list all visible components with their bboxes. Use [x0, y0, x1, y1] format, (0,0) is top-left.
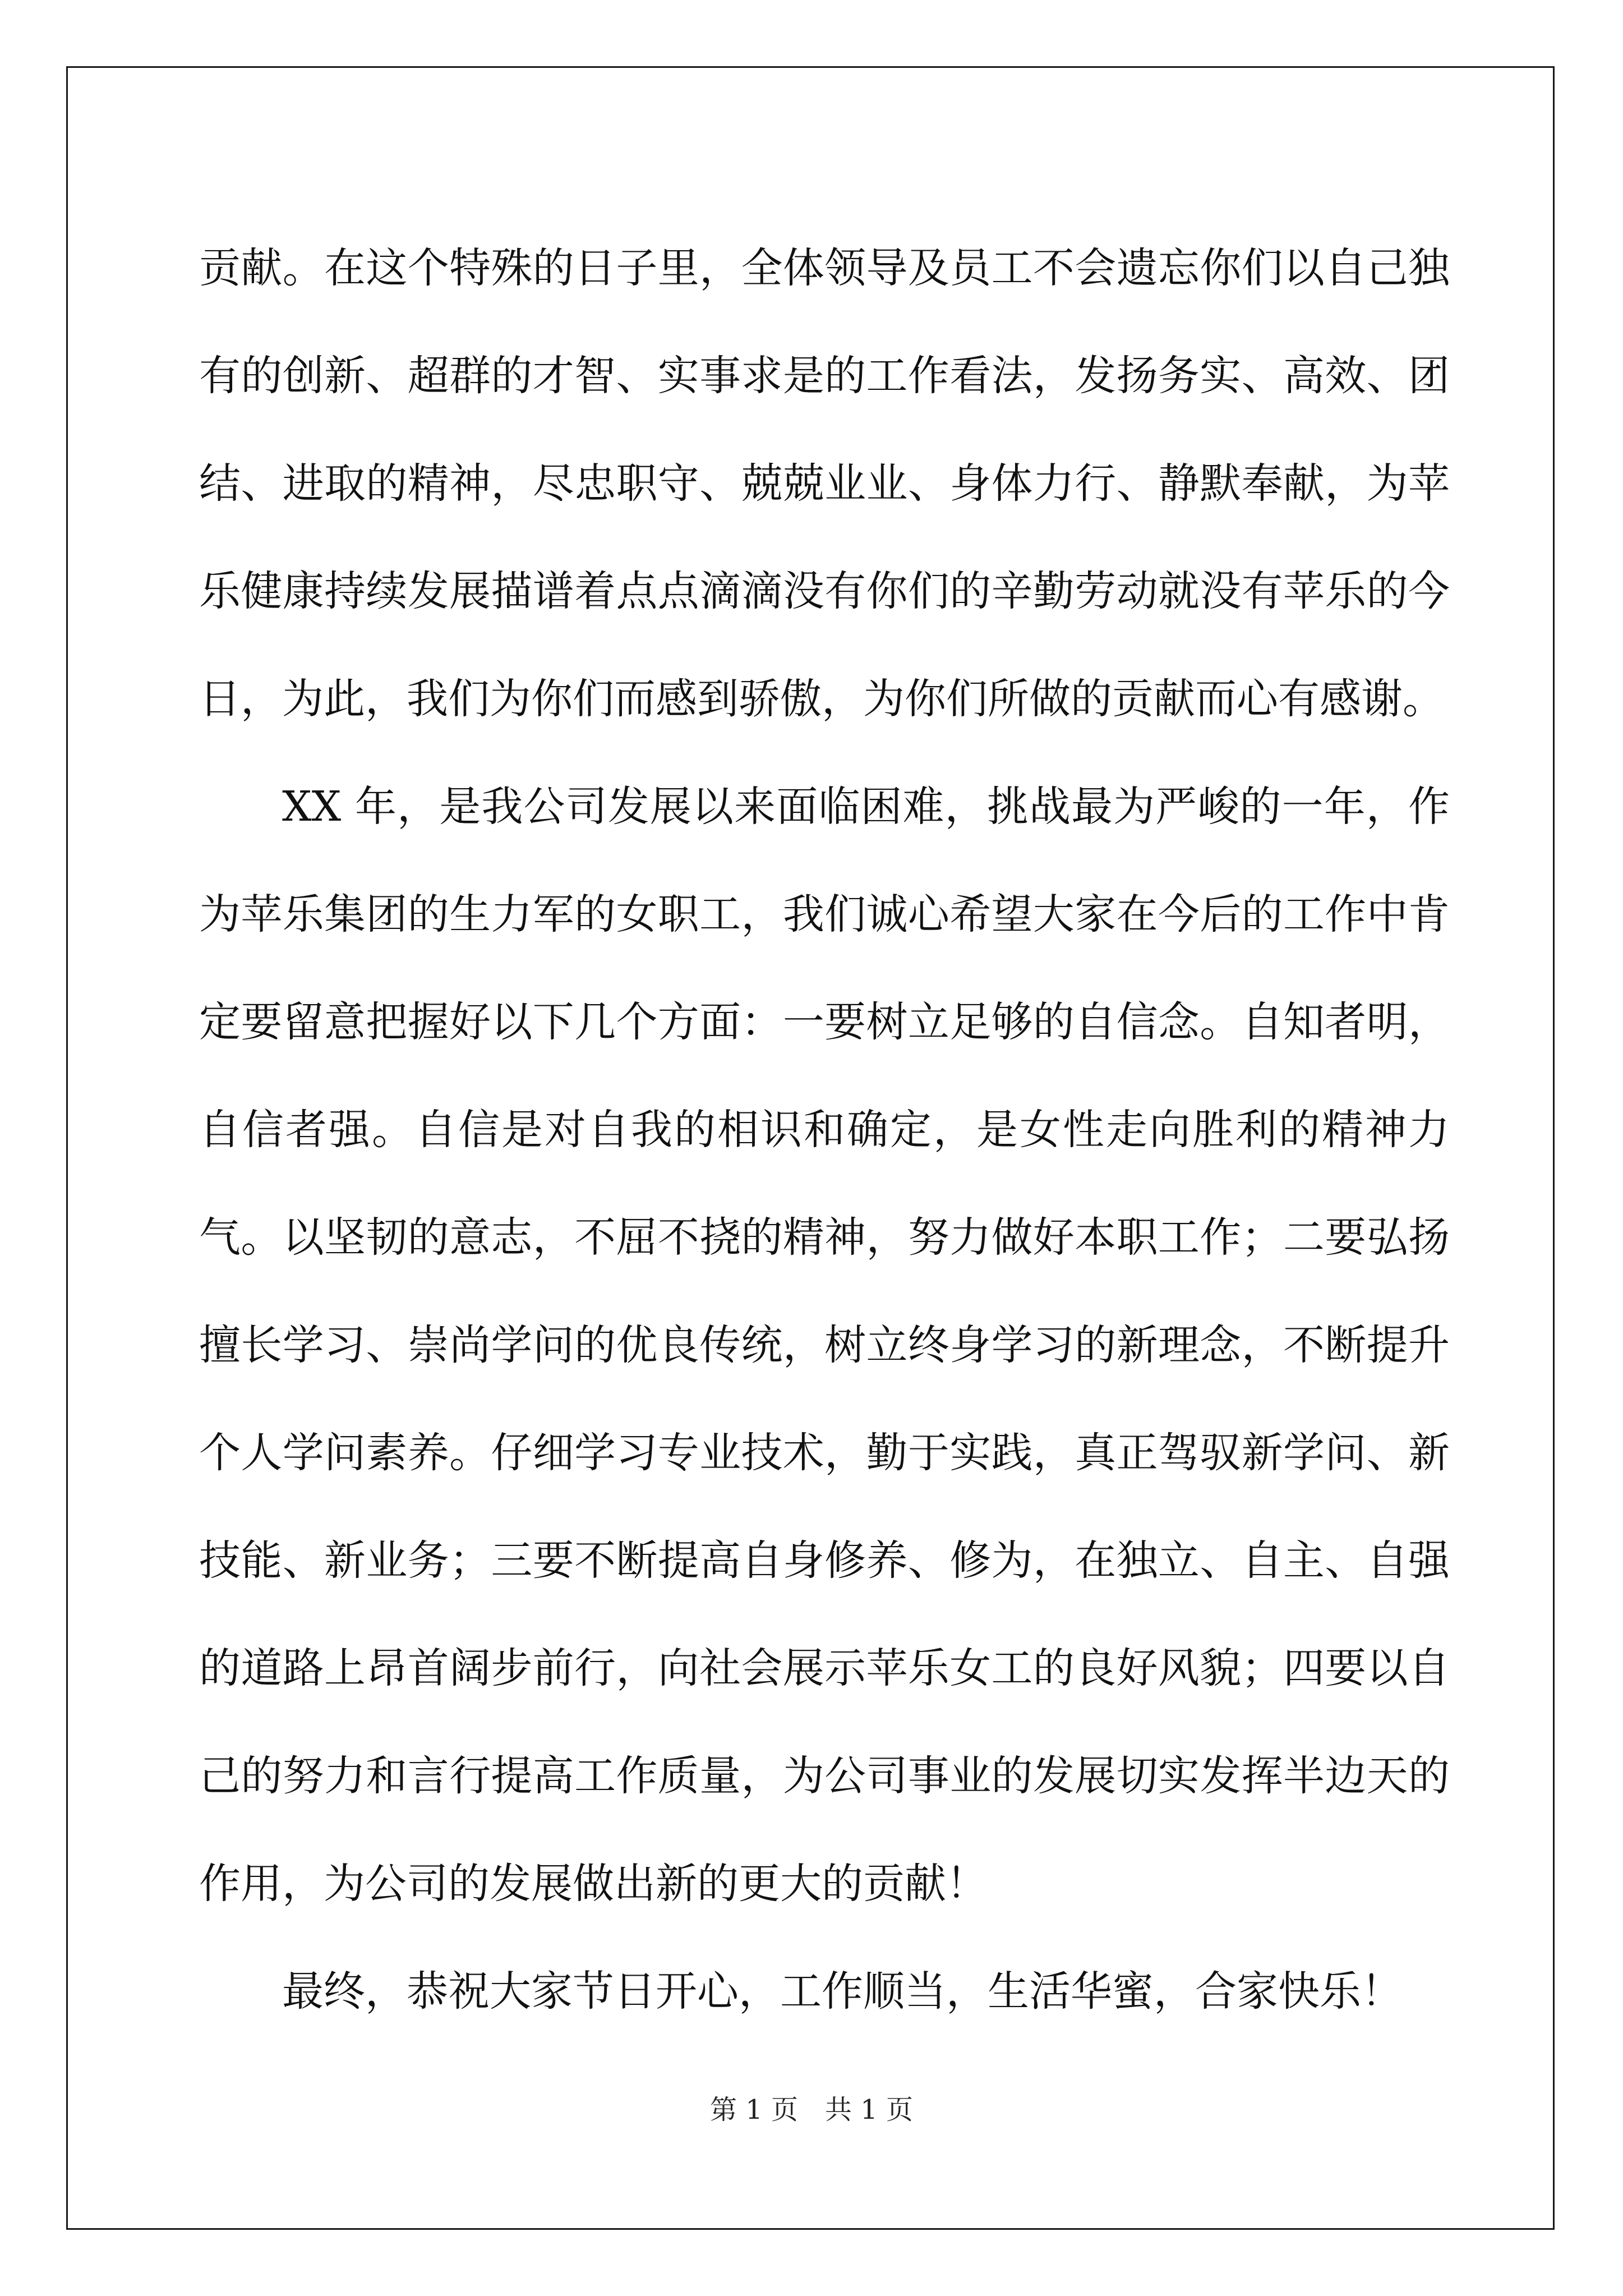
paragraph-3: 最终，恭祝大家节日开心，工作顺当，生活华蜜，合家快乐！ [282, 1967, 1403, 2016]
page-number-current: 第 1 页 [709, 2094, 798, 2125]
page-footer [0, 2088, 1623, 2127]
paragraph-2: XX 年，是我公司发展以来面临困难，挑战最为严峻的一年，作为苹乐集团的生力军的女职工，我们诚心希望大家在今后的工作中肯定要留意把握好以下几个方面：一要树立足够的自信念。自知者明，自信者强。自信是对自我的相识和确定，是女性走向胜利的精神力气。以坚韧的意志，不屈不挠的精神，努力做好本职工作；二要弘扬擅长学习、崇尚学问的优良传统，树立终身学习的新理念，不断提升个人学问素养。仔细学习专业技术，勤于实践，真正驾驭新学问、新技能、新业务；三要不断提高自身修养、修为，在独立、自主、自强的道路上昂首阔步前行，向社会展示苹乐女工的良好风貌；四要以自己的努力和言行提高工作质量，为公司事业的发展切实发挥半边天的作用，为公司的发展做出新的更大的贡献！ [199, 783, 1450, 1908]
page-number-total: 共 1 页 [825, 2094, 914, 2125]
paragraph-1: 贡献。在这个特殊的日子里，全体领导及员工不会遗忘你们以自己独有的创新、超群的才智、实事求是的工作看法，发扬务实、高效、团结、进取的精神，尽忠职守、兢兢业业、身体力行、静默奉献，为苹乐健康持续发展描谱着点点滴滴没有你们的辛勤劳动就没有苹乐的今日，为此，我们为你们而感到骄傲，为你们所做的贡献而心有感谢。 [199, 244, 1450, 723]
document-body [199, 214, 1450, 2045]
